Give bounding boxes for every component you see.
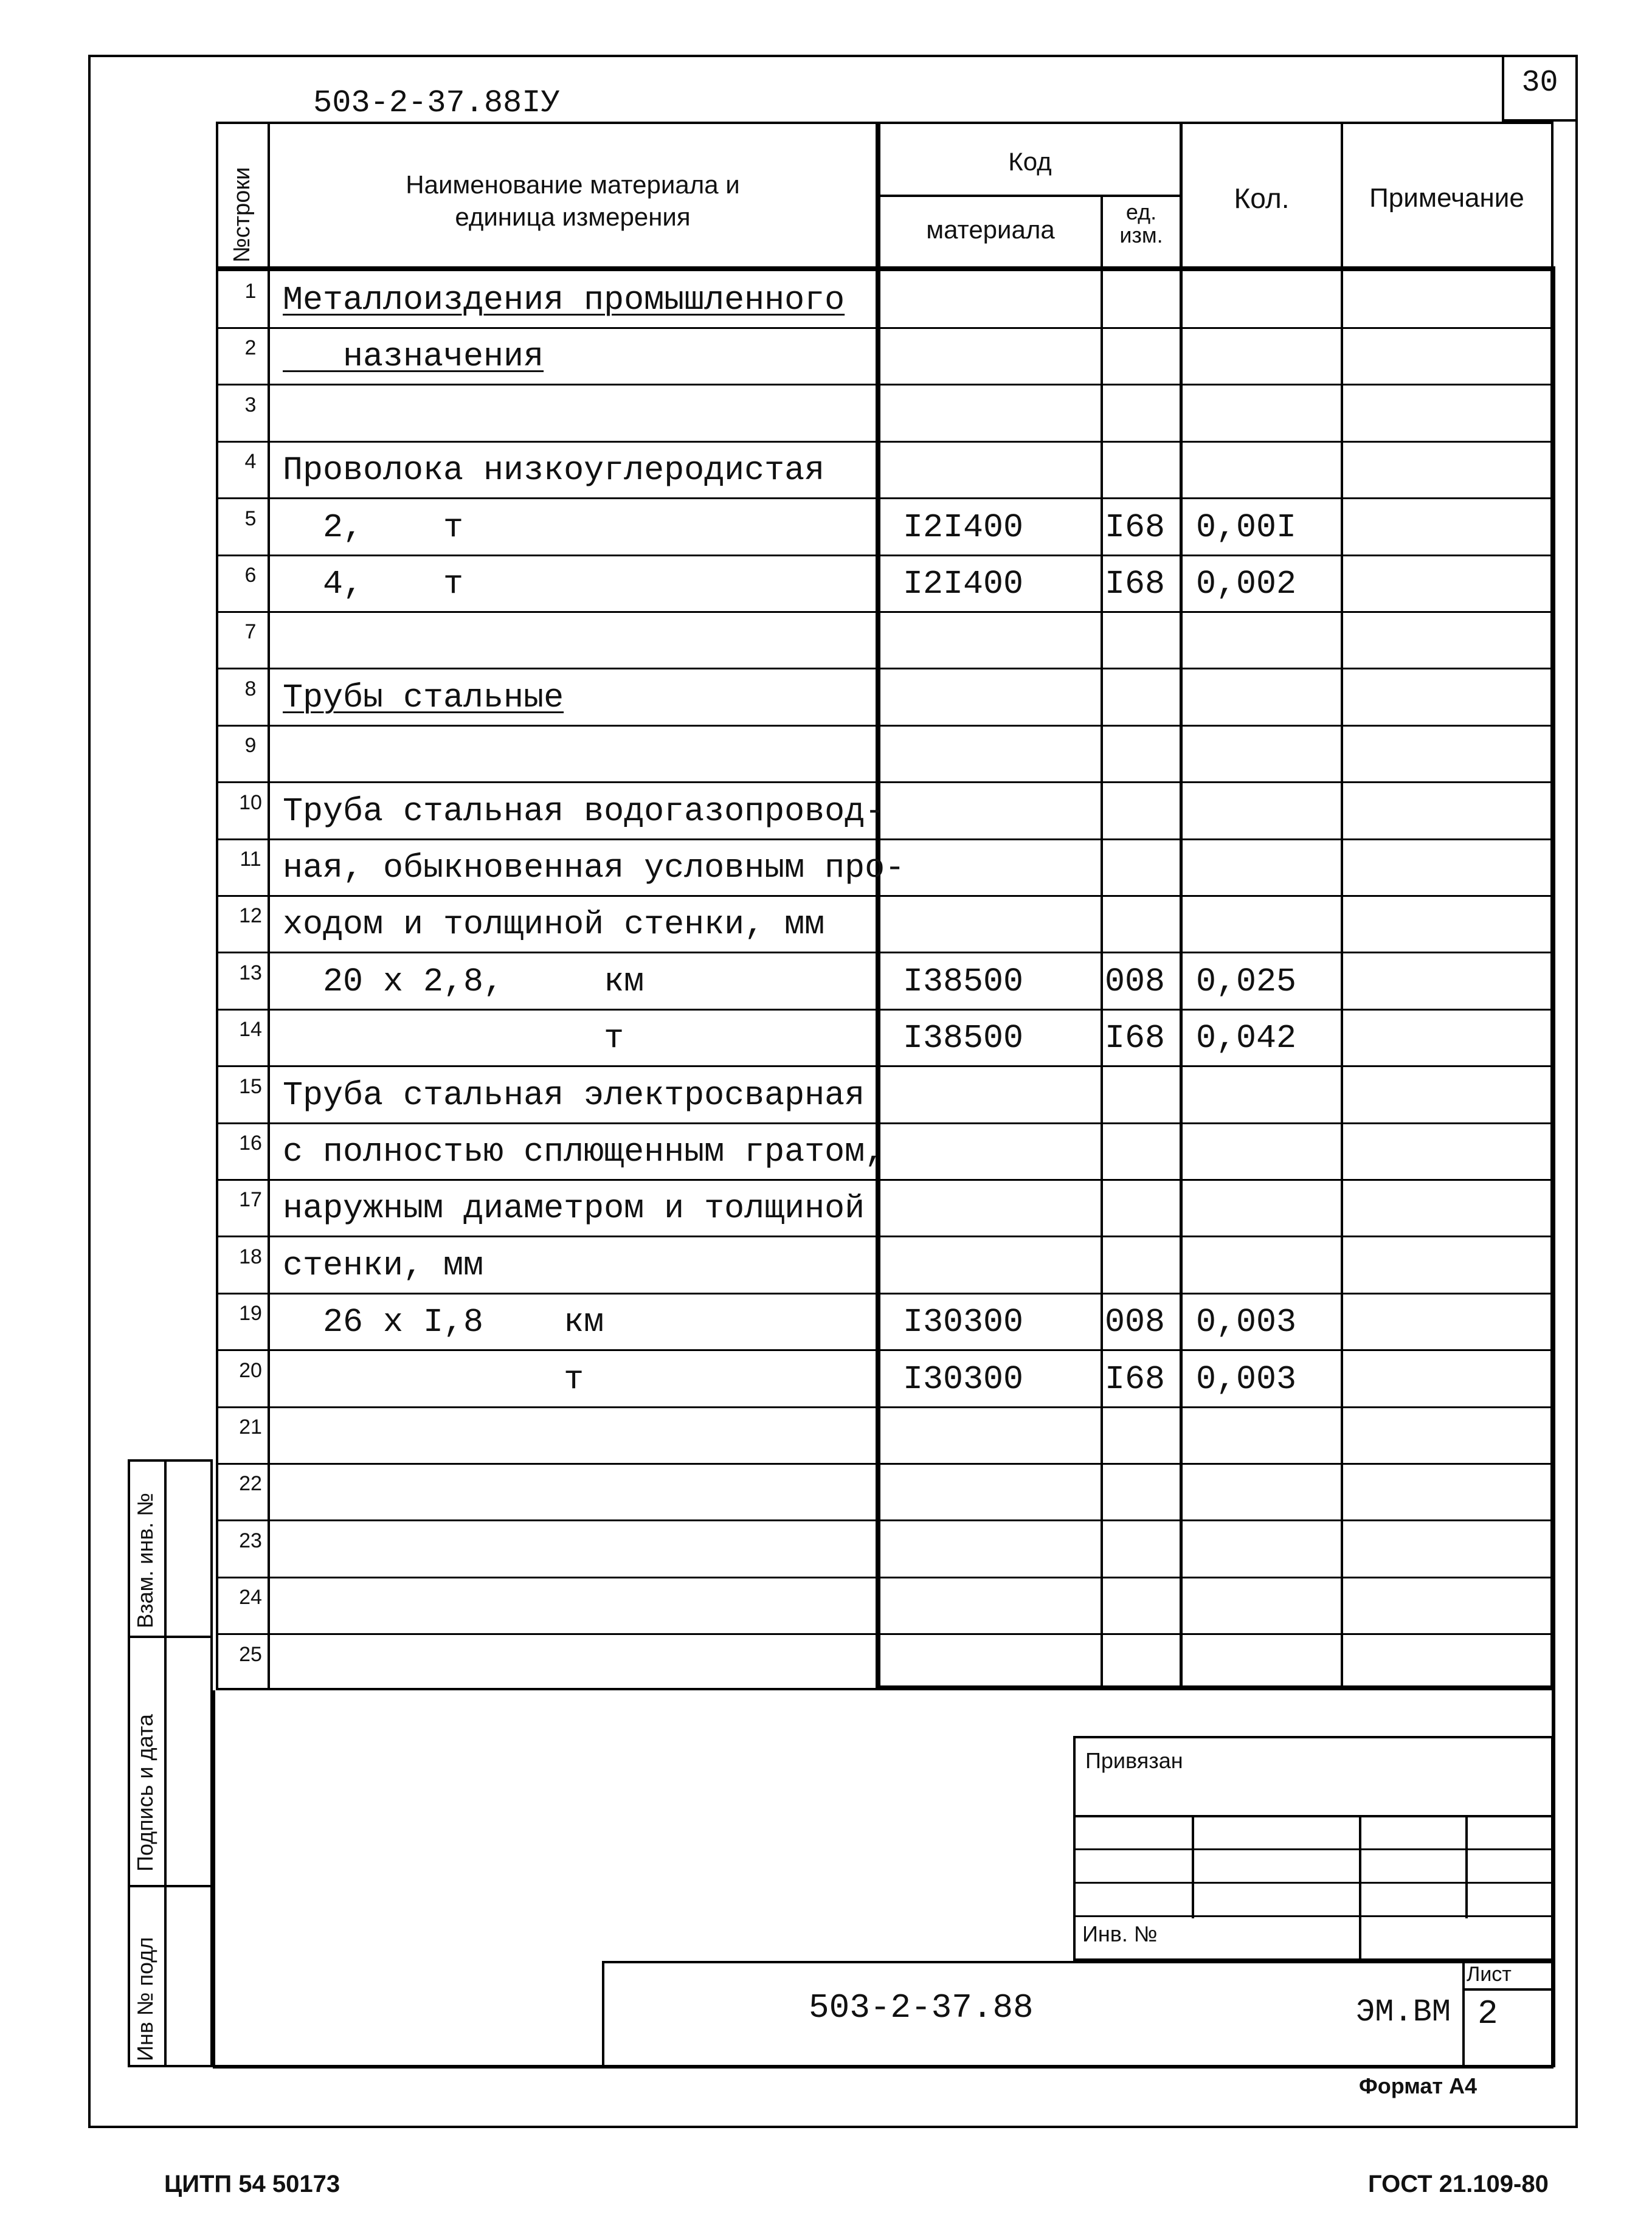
header-code-unit (1103, 201, 1180, 247)
row-number: 15 (239, 1074, 262, 1098)
row-rule (216, 1577, 1554, 1578)
row-name: 4, т (283, 565, 464, 603)
doc-code-top-suffix: IУ (522, 85, 560, 121)
title-mark: ЭМ.ВМ (1356, 1994, 1451, 2030)
row-number: 24 (239, 1586, 262, 1609)
row-number: 8 (244, 677, 257, 700)
row-name: наружным диаметром и толщиной (283, 1189, 865, 1228)
row-number: 11 (240, 848, 261, 871)
row-number: 9 (244, 734, 257, 758)
row-name: ходом и толщиной стенки, мм (283, 905, 825, 944)
row-name: ная, обыкновенная условным про- (283, 849, 905, 887)
row-unit-code: I68 (1105, 1019, 1166, 1058)
header-code-material: материала (926, 215, 1055, 244)
row-rule (216, 668, 1554, 669)
privyazan-label: Привязан (1085, 1748, 1183, 1773)
row-material-code: I2I400 (903, 565, 1024, 603)
format-label: Формат А4 (1359, 2073, 1477, 2098)
row-name: с полностью сплющенным гратом, (283, 1133, 885, 1171)
stamp-podpis-data: Подпись и дата (133, 1714, 157, 1872)
list-label: Лист (1467, 1963, 1512, 1986)
row-rule (216, 1519, 1554, 1521)
row-rule (216, 1349, 1554, 1351)
header-rownum: №строки (229, 167, 255, 263)
row-rule (216, 952, 1554, 953)
header-code-unit-line1: ед. (1125, 199, 1157, 224)
row-rule (216, 1293, 1554, 1294)
stamp-vzam-inv: Взам. инв. № (133, 1492, 157, 1628)
row-number: 10 (239, 790, 262, 814)
inv-no-label: Инв. № (1082, 1921, 1158, 1946)
row-name: 2, т (283, 508, 464, 547)
row-rule (216, 1633, 1554, 1635)
row-number: 3 (244, 393, 257, 417)
title-doc-code: 503-2-37.88 (809, 1988, 1034, 2027)
row-rule (216, 895, 1554, 897)
row-number: 17 (239, 1188, 262, 1212)
header-code-unit-line2: изм. (1119, 222, 1163, 247)
footer-left: ЦИТП 54 50173 (164, 2171, 340, 2197)
row-rule (216, 611, 1554, 613)
row-unit-code: I68 (1105, 1360, 1166, 1398)
footer-right: ГОСТ 21.109-80 (1368, 2171, 1549, 2197)
row-name: т (283, 1360, 584, 1398)
row-rule (216, 1065, 1554, 1067)
row-number: 16 (239, 1132, 262, 1155)
row-rule (216, 1009, 1554, 1011)
row-rule (216, 555, 1554, 556)
row-number: 25 (239, 1642, 262, 1666)
row-quantity: 0,042 (1196, 1019, 1297, 1058)
row-name: 26 х I,8 км (283, 1303, 604, 1342)
row-number: 12 (239, 904, 262, 928)
row-number: 13 (239, 961, 262, 984)
row-rule (216, 327, 1554, 329)
row-name: назначения (283, 337, 544, 376)
row-name: т (283, 1019, 624, 1058)
header-name-line1: Наименование материала и (406, 170, 740, 199)
row-material-code: I38500 (903, 1019, 1024, 1058)
row-quantity: 0,003 (1196, 1303, 1297, 1342)
row-material-code: I2I400 (903, 508, 1024, 547)
row-number: 7 (244, 620, 257, 644)
row-rule (216, 1122, 1554, 1124)
row-rule (216, 838, 1554, 840)
row-unit-code: 008 (1105, 962, 1166, 1001)
sheet-corner-number: 30 (1521, 66, 1558, 100)
row-name: Труба стальная водогазопровод- (283, 792, 885, 831)
row-material-code: I30300 (903, 1303, 1024, 1342)
row-number: 22 (239, 1472, 262, 1496)
row-material-code: I38500 (903, 962, 1024, 1001)
row-unit-code: I68 (1105, 508, 1166, 547)
materials-table (216, 122, 1554, 1690)
row-unit-code: 008 (1105, 1303, 1166, 1342)
header-code: Код (1008, 147, 1052, 176)
row-rule (216, 441, 1554, 443)
row-rule (216, 1463, 1554, 1465)
header-name (270, 169, 876, 233)
row-number: 18 (239, 1245, 262, 1268)
row-number: 2 (244, 336, 257, 360)
row-name: Металлоиздения промышленного (283, 281, 845, 319)
row-name: 20 х 2,8, км (283, 962, 645, 1001)
row-rule (216, 497, 1554, 499)
row-rule (216, 1179, 1554, 1181)
row-material-code: I30300 (903, 1360, 1024, 1398)
row-number: 5 (244, 506, 257, 530)
row-quantity: 0,003 (1196, 1360, 1297, 1398)
row-quantity: 0,002 (1196, 565, 1297, 603)
row-number: 6 (244, 564, 257, 587)
row-name: стенки, мм (283, 1246, 484, 1285)
row-number: 21 (239, 1415, 262, 1439)
header-qty: Кол. (1234, 182, 1290, 214)
list-value: 2 (1477, 1994, 1498, 2033)
header-note: Примечание (1369, 183, 1524, 213)
row-rule (216, 781, 1554, 783)
row-quantity: 0,00I (1196, 508, 1297, 547)
row-name: Трубы стальные (283, 678, 564, 717)
row-number: 23 (239, 1529, 262, 1552)
doc-code-top-main: 503-2-37.88 (313, 85, 522, 121)
row-unit-code: I68 (1105, 565, 1166, 603)
row-rule (216, 725, 1554, 727)
doc-code-top (313, 85, 560, 121)
row-rule (216, 1236, 1554, 1237)
row-number: 14 (239, 1018, 262, 1042)
stamp-inv-podl: Инв № подл (133, 1937, 157, 2061)
row-number: 19 (239, 1302, 262, 1326)
row-number: 1 (244, 280, 257, 303)
row-name: Труба стальная электросварная (283, 1076, 865, 1115)
header-name-line2: единица измерения (455, 202, 691, 231)
row-number: 4 (244, 450, 257, 474)
row-quantity: 0,025 (1196, 962, 1297, 1001)
row-name: Проволока низкоуглеродистая (283, 451, 825, 490)
row-number: 20 (239, 1358, 262, 1382)
row-rule (216, 1406, 1554, 1408)
row-rule (216, 384, 1554, 385)
